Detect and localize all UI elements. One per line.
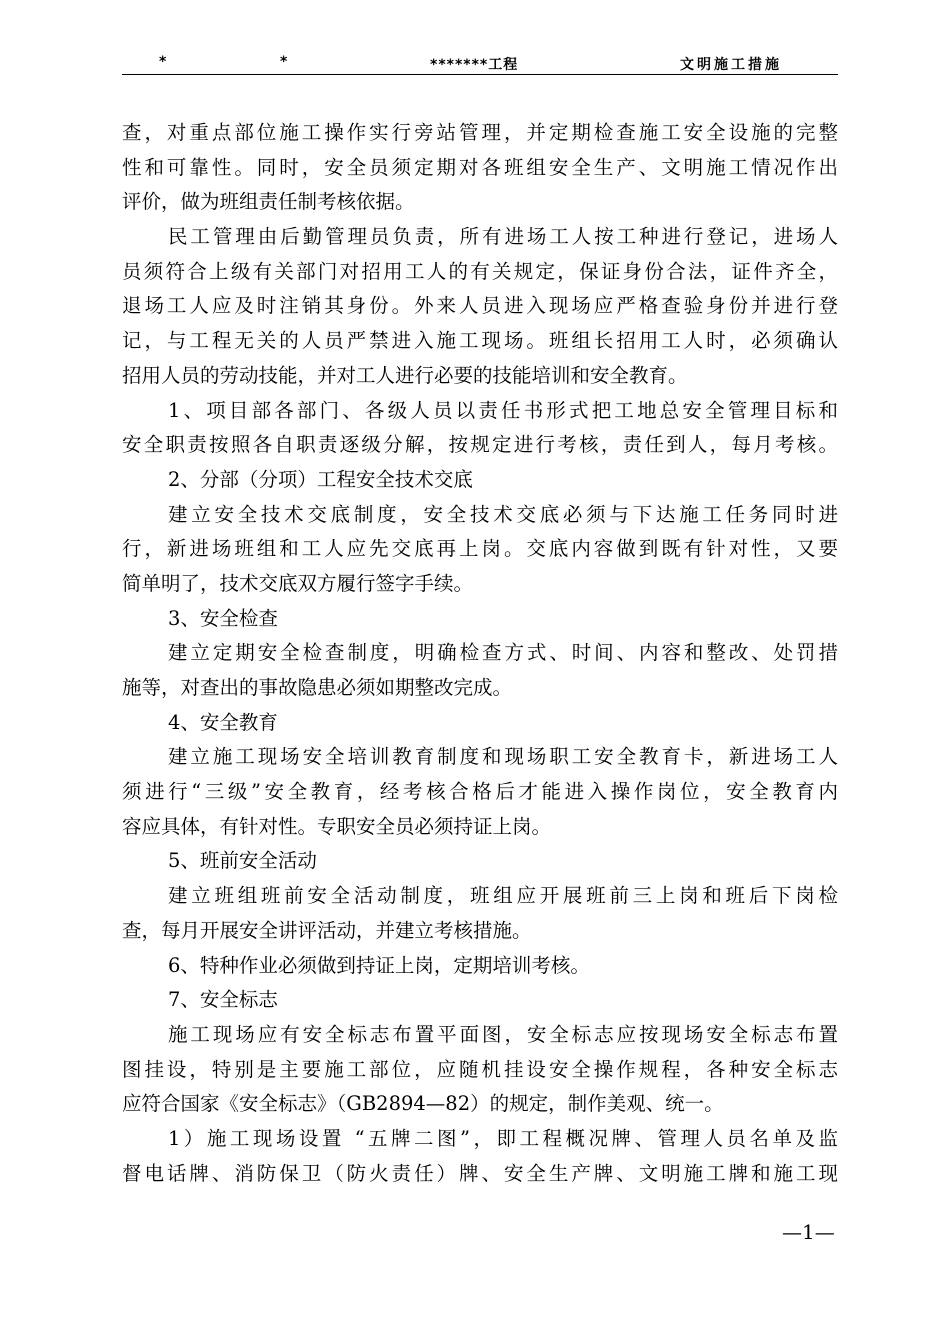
text-line: 2、分部（分项）工程安全技术交底 bbox=[168, 467, 473, 491]
text-line: 建立班组班前安全活动制度，班组应开展班前三上岗和班后下岗检 bbox=[168, 884, 838, 908]
text-line: 施等，对查出的事故隐患必须如期整改完成。 bbox=[122, 676, 513, 699]
text-line: 评价，做为班组责任制考核依据。 bbox=[122, 190, 415, 214]
header-mark-2: * bbox=[280, 54, 288, 70]
text-line: 民工管理由后勤管理员负责，所有进场工人按工种进行登记，进场人 bbox=[168, 225, 838, 249]
text-line: 记，与工程无关的人员严禁进入施工现场。班组长招用工人时，必须确认 bbox=[122, 329, 838, 353]
text-line: 行，新进场班组和工人应先交底再上岗。交底内容做到既有针对性，又要 bbox=[122, 537, 838, 561]
header-document-title: 文明施工措施 bbox=[680, 57, 782, 73]
text-line: 性和可靠性。同时，安全员须定期对各班组安全生产、文明施工情况作出 bbox=[122, 155, 838, 179]
text-line: 3、安全检查 bbox=[168, 606, 278, 630]
header-rule bbox=[122, 74, 838, 75]
text-line: 7、安全标志 bbox=[168, 988, 278, 1012]
text-line: 6、特种作业必须做到持证上岗，定期培训考核。 bbox=[168, 953, 590, 977]
page-header bbox=[122, 52, 838, 74]
text-line: 查，每月开展安全讲评活动，并建立考核措施。 bbox=[122, 918, 532, 942]
document-body bbox=[122, 116, 838, 1191]
text-line: 1、项目部各部门、各级人员以责任书形式把工地总安全管理目标和 bbox=[168, 398, 838, 422]
text-line: 建立安全技术交底制度，安全技术交底必须与下达施工任务同时进 bbox=[168, 502, 838, 526]
text-line: 施工现场应有安全标志布置平面图，安全标志应按现场安全标志布置 bbox=[168, 1022, 838, 1046]
text-line: 5、班前安全活动 bbox=[168, 849, 317, 873]
text-line: 4、安全教育 bbox=[168, 710, 278, 734]
text-line: 退场工人应及时注销其身份。外来人员进入现场应严格查验身份并进行登 bbox=[122, 294, 838, 318]
text-line: 建立施工现场安全培训教育制度和现场职工安全教育卡，新进场工人 bbox=[168, 745, 838, 769]
text-line: 员须符合上级有关部门对招用工人的有关规定，保证身份合法，证件齐全， bbox=[122, 259, 838, 283]
header-mark-1: * bbox=[159, 54, 167, 70]
page-number: —1— bbox=[782, 1220, 835, 1244]
text-line: 建立定期安全检查制度，明确检查方式、时间、内容和整改、处罚措 bbox=[168, 641, 838, 665]
text-line: 招用人员的劳动技能，并对工人进行必要的技能培训和安全教育。 bbox=[122, 363, 688, 387]
text-line: 查，对重点部位施工操作实行旁站管理，并定期检查施工安全设施的完整 bbox=[122, 121, 838, 144]
text-line: 安全职责按照各自职责逐级分解，按规定进行考核，责任到人，每月考核。 bbox=[122, 433, 838, 457]
text-line: 应符合国家《安全标志》（GB2894—82）的规定，制作美观、统一。 bbox=[122, 1092, 724, 1116]
text-line: 督电话牌、消防保卫（防火责任）牌、安全生产牌、文明施工牌和施工现 bbox=[122, 1161, 838, 1185]
header-project-name: *******工程 bbox=[430, 57, 519, 73]
text-line: 简单明了，技术交底双方履行签字手续。 bbox=[122, 571, 474, 595]
text-line: 1）施工现场设置 “五牌二图”，即工程概况牌、管理人员名单及监 bbox=[168, 1126, 838, 1150]
text-line: 图挂设，特别是主要施工部位，应随机挂设安全操作规程，各种安全标志 bbox=[122, 1057, 838, 1081]
text-line: 须进行“三级”安全教育，经考核合格后才能进入操作岗位，安全教育内 bbox=[122, 780, 838, 804]
text-line: 容应具体，有针对性。专职安全员必须持证上岗。 bbox=[122, 814, 552, 838]
